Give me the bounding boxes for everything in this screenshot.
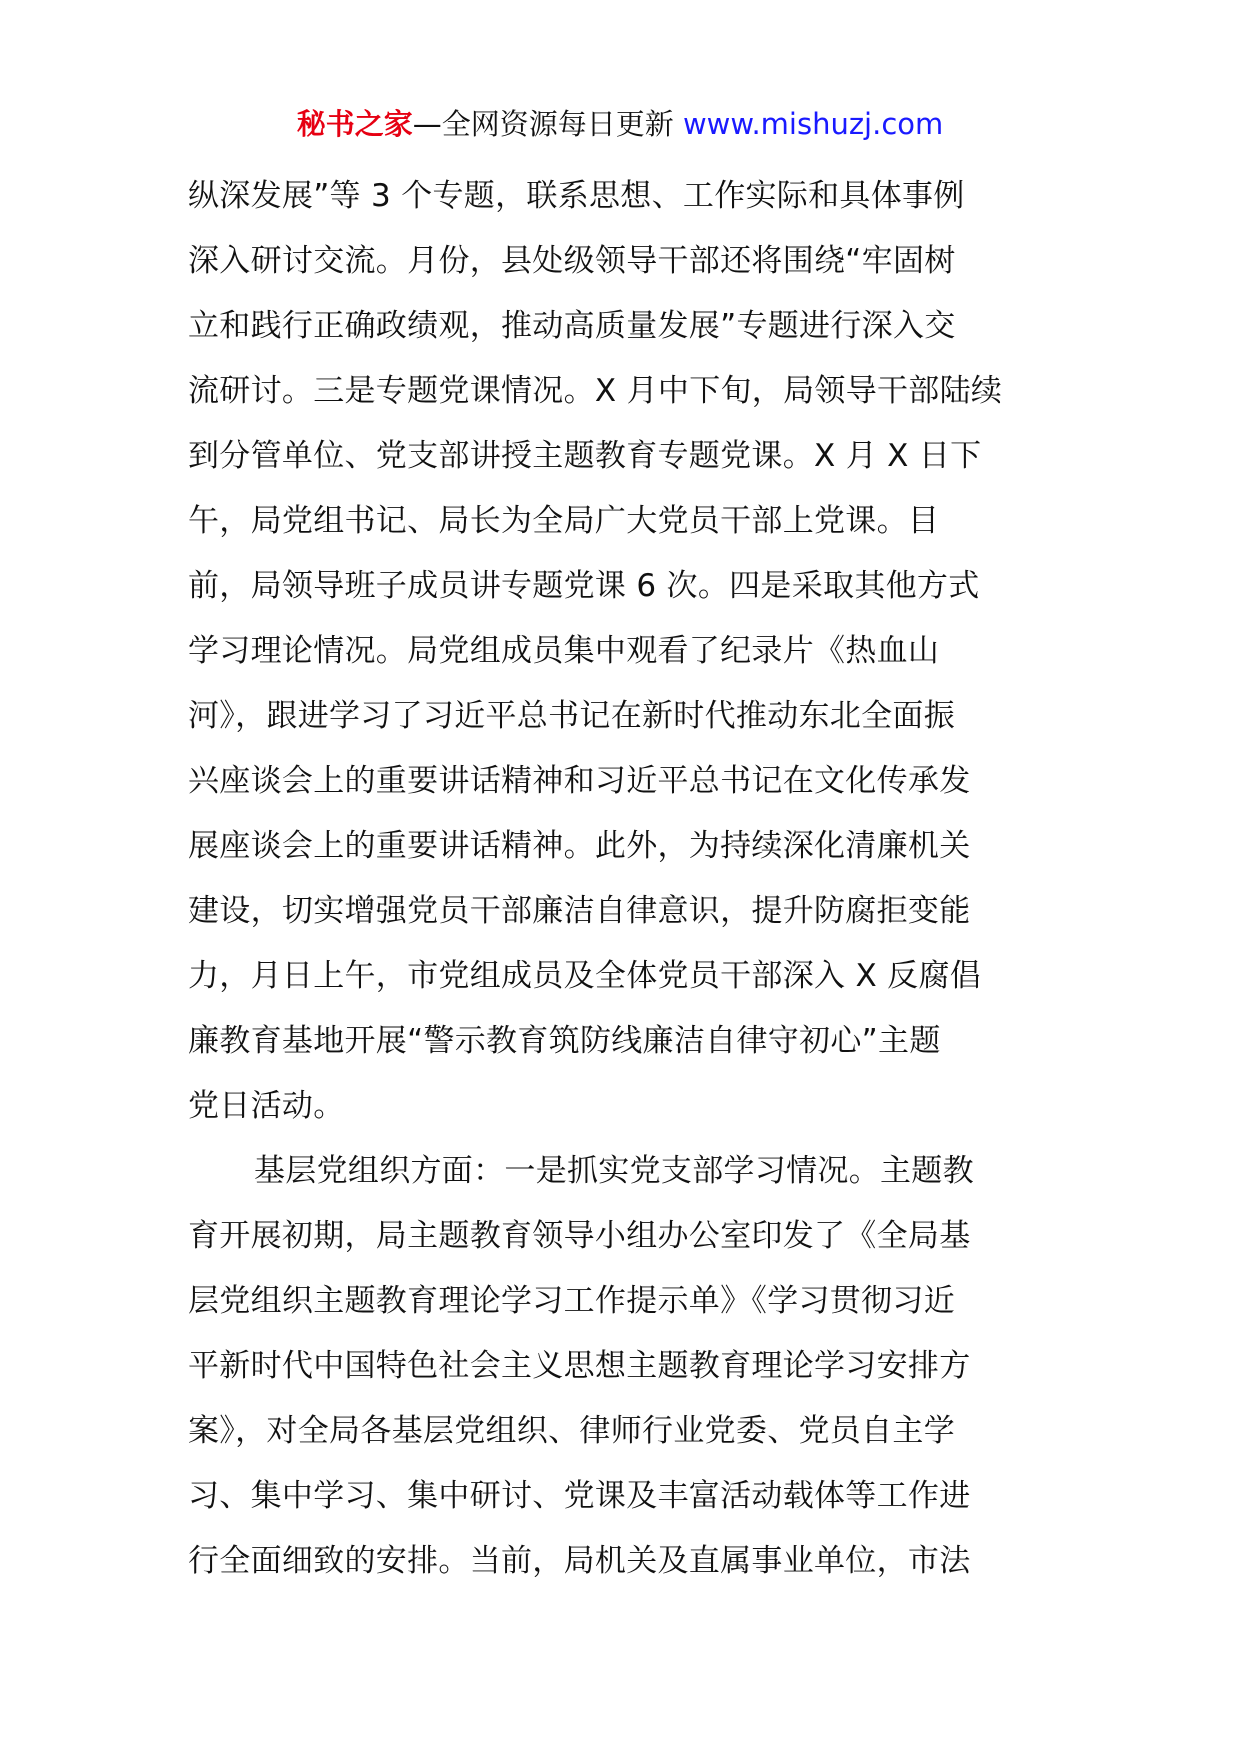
text-line: 建设，切实增强党员干部廉洁自律意识，提升防腐拒变能 (188, 893, 971, 929)
text-line: 纵深发展”等 3 个专题，联系思想、工作实际和具体事例 (188, 178, 965, 214)
text-line: 深入研讨交流。月份，县处级领导干部还将围绕“牢固树 (188, 243, 956, 279)
text-line: 展座谈会上的重要讲话精神。此外，为持续深化清廉机关 (188, 828, 971, 864)
text-line: 学习理论情况。局党组成员集中观看了纪录片《热血山 (188, 633, 940, 669)
paragraph-2 (188, 1139, 1064, 1594)
text-line: 行全面细致的安排。当前，局机关及直属事业单位，市法 (188, 1543, 971, 1579)
text-line: 习、集中学习、集中研讨、党课及丰富活动载体等工作进 (188, 1478, 971, 1514)
paragraph-1 (188, 164, 1064, 1139)
website-link[interactable]: www.mishuzj.com (682, 107, 944, 141)
text-line: 育开展初期，局主题教育领导小组办公室印发了《全局基 (188, 1218, 971, 1254)
text-line: 流研讨。三是专题党课情况。X 月中下旬，局领导干部陆续 (188, 373, 1003, 409)
page-header (0, 104, 1240, 144)
brand-name: 秘书之家 (296, 107, 413, 141)
text-line: 平新时代中国特色社会主义思想主题教育理论学习安排方 (188, 1348, 971, 1384)
text-line: 河》，跟进学习了习近平总书记在新时代推动东北全面振 (188, 698, 955, 734)
text-line: 到分管单位、党支部讲授主题教育专题党课。X 月 X 日下 (188, 438, 982, 474)
text-line: 案》，对全局各基层党组织、律师行业党委、党员自主学 (188, 1413, 955, 1449)
text-line: 午，局党组书记、局长为全局广大党员干部上党课。目 (188, 503, 940, 539)
text-line: 立和践行正确政绩观，推动高质量发展”专题进行深入交 (188, 308, 956, 344)
text-line: 廉教育基地开展“警示教育筑防线廉洁自律守初心”主题 (188, 1023, 941, 1059)
text-line: 党日活动。 (188, 1088, 345, 1124)
text-line: 兴座谈会上的重要讲话精神和习近平总书记在文化传承发 (188, 763, 971, 799)
text-line: 前，局领导班子成员讲专题党课 6 次。四是采取其他方式 (188, 568, 980, 604)
header-tagline: —全网资源每日更新 (412, 107, 683, 141)
text-line: 层党组织主题教育理论学习工作提示单》《学习贯彻习近 (188, 1283, 955, 1319)
document-body (188, 164, 1064, 1594)
text-line: 基层党组织方面：一是抓实党支部学习情况。主题教 (254, 1153, 974, 1189)
text-line: 力，月日上午，市党组成员及全体党员干部深入 X 反腐倡 (188, 958, 982, 994)
